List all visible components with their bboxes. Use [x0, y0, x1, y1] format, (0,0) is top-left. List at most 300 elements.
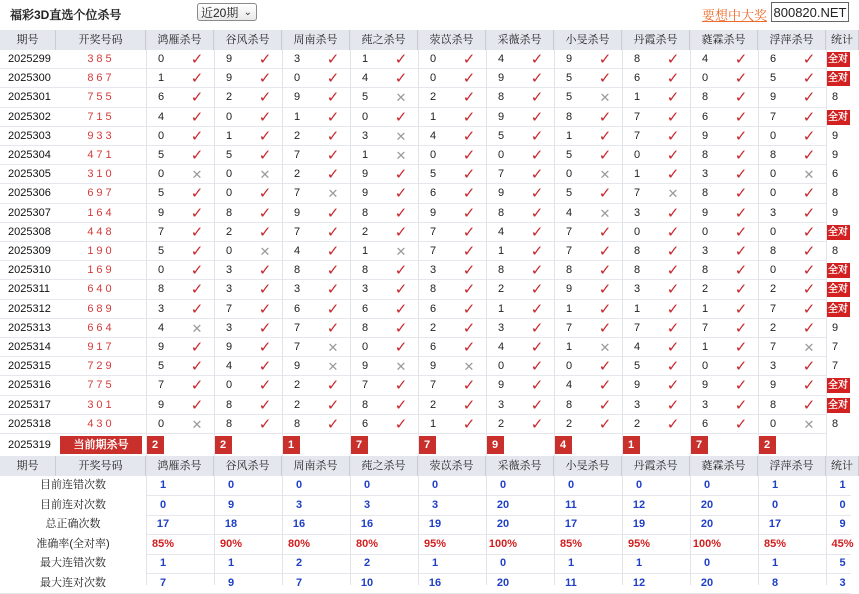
cross-icon: ✕ [803, 340, 815, 355]
check-icon: ✓ [802, 243, 816, 260]
kill-digit: 3 [702, 245, 709, 257]
col-header-method-2: 丹霞杀号 [622, 456, 690, 476]
correct-count: 7 [832, 360, 839, 373]
kill-digit: 2 [770, 321, 777, 334]
check-icon: ✓ [394, 377, 408, 395]
kill-digit: 1 [362, 53, 369, 65]
col-header-issue-2: 期号 [0, 456, 56, 476]
kill-digit: 7 [430, 245, 437, 257]
cross-icon: ✕ [191, 416, 203, 432]
kill-digit: 0 [158, 53, 165, 65]
row-stat [826, 357, 859, 376]
check-icon: ✓ [326, 300, 340, 318]
kill-digit: 3 [294, 283, 301, 296]
check-icon: ✓ [326, 319, 340, 337]
check-icon: ✓ [258, 51, 272, 68]
draw-number: 729 [87, 360, 115, 373]
chevron-down-icon: ⌄ [243, 7, 252, 18]
kill-digit: 9 [566, 53, 573, 65]
kill-digit: 7 [430, 225, 437, 238]
kill-digit: 7 [498, 168, 505, 181]
kill-digit: 9 [362, 168, 369, 181]
row-stat [826, 69, 859, 88]
all-correct-badge: 全对 [828, 73, 848, 85]
check-icon: ✓ [258, 127, 272, 145]
check-icon: ✓ [530, 396, 544, 414]
kill-digit: 2 [294, 168, 301, 181]
draw-number: 867 [87, 72, 115, 85]
draw-number: 190 [87, 245, 115, 257]
current-kill-label: 当前期杀号 [60, 436, 142, 454]
summary-value: 17 [156, 518, 170, 530]
kill-digit: 2 [498, 283, 505, 296]
check-icon: ✓ [258, 358, 272, 376]
check-icon: ✓ [462, 415, 476, 433]
check-icon: ✓ [462, 223, 476, 241]
period-range-select[interactable] [197, 3, 257, 21]
kill-digit: 0 [226, 168, 233, 181]
kill-digit: 9 [770, 379, 777, 392]
all-correct-badge: 全对 [828, 111, 848, 123]
draw-number: 430 [87, 417, 115, 430]
summary-value: 0 [635, 479, 643, 491]
check-icon: ✓ [666, 339, 680, 356]
kill-digit: 7 [770, 341, 777, 353]
current-kill-digit: 9 [486, 436, 504, 454]
kill-digit: 0 [430, 72, 437, 85]
col-header-method-2: 蕤霖杀号 [690, 456, 758, 476]
summary-value: 1 [771, 557, 779, 569]
kill-digit: 0 [362, 110, 369, 123]
kill-digit: 7 [770, 302, 777, 315]
summary-value: 19 [428, 518, 442, 530]
kill-digit: 1 [158, 72, 165, 85]
kill-digit: 1 [226, 129, 233, 142]
check-icon: ✓ [666, 70, 680, 88]
draw-number: 755 [87, 91, 115, 104]
kill-digit: 1 [702, 341, 709, 353]
issue-number: 2025301 [8, 91, 51, 104]
promo-link[interactable]: 要想中大奖 [702, 8, 768, 23]
kill-digit: 4 [566, 379, 573, 392]
kill-digit: 5 [158, 187, 165, 200]
kill-digit: 8 [498, 264, 505, 277]
check-icon: ✓ [190, 51, 204, 68]
kill-digit: 4 [158, 110, 165, 123]
check-icon: ✓ [802, 319, 816, 337]
row-stat [826, 396, 859, 415]
kill-digit: 1 [430, 110, 437, 123]
current-kill-digit: 7 [350, 436, 368, 454]
correct-count: 8 [832, 91, 839, 104]
kill-digit: 2 [430, 321, 437, 334]
summary-value: 0 [771, 498, 779, 511]
kill-digit: 3 [702, 168, 709, 181]
col-header-method: 浮萍杀号 [758, 30, 826, 50]
check-icon: ✓ [462, 185, 476, 203]
all-correct-badge: 全对 [828, 399, 848, 411]
kill-digit: 9 [294, 360, 301, 373]
kill-digit: 6 [362, 302, 369, 315]
summary-label: 最大连对次数 [0, 574, 146, 594]
check-icon: ✓ [598, 358, 612, 376]
check-icon: ✓ [666, 358, 680, 376]
kill-digit: 0 [498, 360, 505, 373]
check-icon: ✓ [734, 358, 748, 376]
kill-digit: 5 [158, 245, 165, 257]
kill-digit: 2 [634, 417, 641, 430]
check-icon: ✓ [802, 204, 816, 222]
check-icon: ✓ [598, 243, 612, 260]
row-stat [826, 319, 859, 338]
title-bar [0, 0, 851, 26]
check-icon: ✓ [802, 223, 816, 241]
check-icon: ✓ [666, 89, 680, 107]
kill-digit: 1 [362, 245, 369, 257]
summary-value: 20 [496, 518, 510, 530]
kill-digit: 5 [226, 149, 233, 161]
check-icon: ✓ [530, 281, 544, 299]
draw-number: 640 [87, 283, 115, 296]
summary-value: 45% [831, 537, 854, 550]
kill-digit: 4 [498, 53, 505, 65]
kill-digit: 2 [430, 91, 437, 104]
summary-value: 3 [431, 498, 439, 511]
check-icon: ✓ [598, 300, 612, 318]
kill-digit: 7 [634, 129, 641, 142]
check-icon: ✓ [326, 70, 340, 88]
summary-value: 1 [839, 479, 846, 491]
check-icon: ✓ [326, 204, 340, 222]
draw-number: 169 [87, 264, 115, 277]
check-icon: ✓ [190, 147, 204, 164]
summary-value: 16 [428, 576, 442, 589]
summary-value: 17 [564, 518, 578, 530]
kill-digit: 0 [158, 168, 165, 181]
issue-number: 2025307 [8, 206, 51, 219]
issue-number: 2025312 [8, 302, 51, 315]
check-icon: ✓ [598, 185, 612, 203]
check-icon: ✓ [190, 300, 204, 318]
check-icon: ✓ [734, 396, 748, 414]
check-icon: ✓ [666, 281, 680, 299]
kill-digit: 0 [158, 417, 165, 430]
kill-digit: 9 [226, 72, 233, 85]
cross-icon: ✕ [599, 340, 611, 355]
col-header-method-2: 小旻杀号 [554, 456, 622, 476]
check-icon: ✓ [530, 358, 544, 376]
kill-digit: 8 [498, 206, 505, 219]
kill-digit: 2 [294, 379, 301, 392]
check-icon: ✓ [802, 300, 816, 318]
row-stat [826, 376, 859, 395]
check-icon: ✓ [598, 281, 612, 299]
summary-value: 16 [292, 518, 306, 530]
kill-digit: 7 [362, 379, 369, 392]
check-icon: ✓ [394, 166, 408, 184]
summary-value: 5 [839, 557, 846, 569]
check-icon: ✓ [598, 377, 612, 395]
issue-number: 2025317 [8, 398, 51, 411]
correct-count: 9 [832, 321, 839, 334]
col-header-issue: 期号 [0, 30, 56, 50]
kill-digit: 5 [770, 72, 777, 85]
kill-digit: 5 [362, 91, 369, 104]
check-icon: ✓ [530, 339, 544, 356]
cross-icon: ✕ [395, 244, 407, 259]
kill-digit: 8 [362, 321, 369, 334]
kill-digit: 0 [226, 245, 233, 257]
summary-value: 1 [431, 557, 439, 569]
check-icon: ✓ [530, 70, 544, 88]
cross-icon: ✕ [395, 148, 407, 163]
summary-value: 85% [559, 537, 583, 550]
check-icon: ✓ [734, 377, 748, 395]
kill-digit: 8 [294, 264, 301, 277]
current-kill-digit: 7 [418, 436, 436, 454]
check-icon: ✓ [530, 185, 544, 203]
check-icon: ✓ [462, 147, 476, 164]
draw-number: 301 [87, 398, 115, 411]
check-icon: ✓ [666, 204, 680, 222]
cross-icon: ✕ [395, 359, 407, 375]
col-header-stat: 统计 [826, 30, 859, 50]
check-icon: ✓ [530, 243, 544, 260]
check-icon: ✓ [394, 339, 408, 356]
check-icon: ✓ [258, 262, 272, 280]
kill-digit: 2 [362, 225, 369, 238]
check-icon: ✓ [258, 377, 272, 395]
kill-digit: 0 [226, 110, 233, 123]
check-icon: ✓ [462, 51, 476, 68]
check-icon: ✓ [802, 70, 816, 88]
kill-digit: 1 [362, 149, 369, 161]
check-icon: ✓ [462, 243, 476, 260]
row-stat [826, 280, 859, 299]
summary-value: 0 [703, 557, 711, 569]
check-icon: ✓ [666, 396, 680, 414]
summary-value: 8 [771, 576, 779, 589]
kill-digit: 3 [634, 398, 641, 411]
check-icon: ✓ [734, 89, 748, 107]
current-issue-number: 2025319 [8, 439, 51, 451]
kill-digit: 7 [158, 379, 165, 392]
draw-number: 933 [87, 129, 115, 142]
kill-digit: 0 [770, 129, 777, 142]
row-stat [826, 127, 859, 146]
check-icon: ✓ [666, 243, 680, 260]
kill-digit: 0 [430, 53, 437, 65]
issue-number: 2025303 [8, 129, 51, 142]
kill-digit: 1 [498, 302, 505, 315]
summary-value: 1 [227, 557, 235, 569]
check-icon: ✓ [462, 127, 476, 145]
col-header-method: 鸿雁杀号 [146, 30, 214, 50]
draw-number: 164 [87, 206, 115, 219]
check-icon: ✓ [462, 204, 476, 222]
kill-digit: 8 [226, 398, 233, 411]
kill-digit: 3 [226, 283, 233, 296]
check-icon: ✓ [394, 396, 408, 414]
check-icon: ✓ [666, 262, 680, 280]
kill-digit: 1 [498, 245, 505, 257]
kill-digit: 0 [770, 225, 777, 238]
kill-digit: 9 [634, 379, 641, 392]
kill-digit: 9 [294, 206, 301, 219]
site-domain-badge[interactable]: 800820.NET [771, 2, 849, 22]
summary-value: 80% [355, 537, 379, 550]
correct-count: 8 [832, 187, 839, 200]
kill-digit: 0 [566, 168, 573, 181]
kill-digit: 4 [226, 360, 233, 373]
check-icon: ✓ [802, 127, 816, 145]
kill-digit: 0 [158, 129, 165, 142]
kill-digit: 0 [566, 360, 573, 373]
issue-number: 2025313 [8, 321, 51, 334]
cross-icon: ✕ [599, 205, 611, 221]
check-icon: ✓ [326, 223, 340, 241]
summary-label: 目前连错次数 [0, 476, 146, 496]
kill-digit: 4 [294, 245, 301, 257]
check-icon: ✓ [190, 89, 204, 107]
kill-digit: 5 [498, 129, 505, 142]
row-stat [826, 88, 859, 107]
check-icon: ✓ [258, 281, 272, 299]
kill-digit: 3 [158, 302, 165, 315]
kill-digit: 8 [362, 398, 369, 411]
kill-digit: 7 [158, 225, 165, 238]
draw-number: 715 [87, 110, 115, 123]
col-header-method: 荥苡杀号 [418, 30, 486, 50]
kill-digit: 0 [498, 149, 505, 161]
summary-value: 12 [632, 498, 646, 511]
check-icon: ✓ [802, 51, 816, 68]
summary-value: 0 [567, 479, 575, 491]
kill-digit: 1 [634, 302, 641, 315]
kill-digit: 5 [566, 187, 573, 200]
col-header-method-2: 周南杀号 [282, 456, 350, 476]
check-icon: ✓ [734, 127, 748, 145]
check-icon: ✓ [530, 89, 544, 107]
summary-value: 1 [159, 479, 167, 491]
correct-count: 9 [832, 206, 839, 219]
col-header-method-2: 采薇杀号 [486, 456, 554, 476]
kill-digit: 8 [294, 417, 301, 430]
kill-digit: 9 [498, 72, 505, 85]
check-icon: ✓ [394, 319, 408, 337]
kill-digit: 7 [634, 110, 641, 123]
row-stat [826, 50, 859, 69]
kill-digit: 7 [566, 225, 573, 238]
row-stat [826, 242, 859, 261]
check-icon: ✓ [462, 70, 476, 88]
summary-value: 100% [488, 537, 518, 550]
check-icon: ✓ [666, 51, 680, 68]
summary-value: 0 [431, 479, 439, 491]
summary-value: 85% [151, 537, 175, 550]
check-icon: ✓ [258, 89, 272, 107]
kill-digit: 0 [226, 187, 233, 200]
check-icon: ✓ [258, 108, 272, 126]
summary-value: 11 [565, 576, 577, 589]
kill-digit: 3 [226, 321, 233, 334]
kill-digit: 6 [362, 417, 369, 430]
issue-number: 2025304 [8, 149, 51, 161]
cross-icon: ✕ [599, 90, 611, 106]
kill-digit: 9 [770, 91, 777, 104]
check-icon: ✓ [530, 204, 544, 222]
all-correct-badge: 全对 [828, 265, 848, 277]
kill-digit: 6 [430, 187, 437, 200]
check-icon: ✓ [802, 281, 816, 299]
check-icon: ✓ [394, 281, 408, 299]
check-icon: ✓ [190, 223, 204, 241]
check-icon: ✓ [326, 108, 340, 126]
check-icon: ✓ [190, 339, 204, 356]
summary-value: 18 [224, 518, 238, 530]
draw-number: 448 [87, 225, 115, 238]
all-correct-badge: 全对 [828, 226, 848, 238]
summary-value: 17 [768, 518, 782, 530]
check-icon: ✓ [802, 147, 816, 164]
check-icon: ✓ [326, 281, 340, 299]
check-icon: ✓ [734, 204, 748, 222]
summary-value: 7 [159, 576, 167, 589]
check-icon: ✓ [666, 319, 680, 337]
summary-value: 3 [363, 498, 371, 511]
kill-digit: 7 [634, 187, 641, 200]
kill-digit: 2 [498, 417, 505, 430]
cross-icon: ✕ [259, 244, 271, 259]
check-icon: ✓ [734, 51, 748, 68]
check-icon: ✓ [394, 51, 408, 68]
row-stat [826, 204, 859, 223]
check-icon: ✓ [462, 108, 476, 126]
kill-digit: 7 [294, 187, 301, 200]
kill-digit: 2 [226, 91, 233, 104]
draw-number: 917 [87, 341, 115, 353]
correct-count: 8 [832, 245, 839, 257]
kill-digit: 1 [634, 168, 641, 181]
issue-number: 2025299 [8, 53, 51, 65]
kill-digit: 6 [770, 53, 777, 65]
check-icon: ✓ [394, 415, 408, 433]
kill-digit: 6 [294, 302, 301, 315]
kill-digit: 3 [702, 398, 709, 411]
check-icon: ✓ [530, 127, 544, 145]
check-icon: ✓ [190, 127, 204, 145]
row-stat [826, 165, 859, 184]
check-icon: ✓ [598, 262, 612, 280]
check-icon: ✓ [258, 300, 272, 318]
summary-value: 1 [567, 557, 575, 569]
kill-digit: 0 [634, 149, 641, 161]
draw-number: 664 [87, 321, 115, 334]
check-icon: ✓ [666, 166, 680, 184]
check-icon: ✓ [190, 108, 204, 126]
summary-value: 7 [295, 576, 303, 589]
check-icon: ✓ [666, 127, 680, 145]
check-icon: ✓ [734, 166, 748, 184]
kill-digit: 8 [634, 264, 641, 277]
col-header-method: 丹霞杀号 [622, 30, 690, 50]
kill-digit: 7 [702, 321, 709, 334]
check-icon: ✓ [190, 243, 204, 260]
check-icon: ✓ [394, 70, 408, 88]
kill-digit: 0 [770, 264, 777, 277]
kill-digit: 8 [566, 110, 573, 123]
check-icon: ✓ [462, 166, 476, 184]
